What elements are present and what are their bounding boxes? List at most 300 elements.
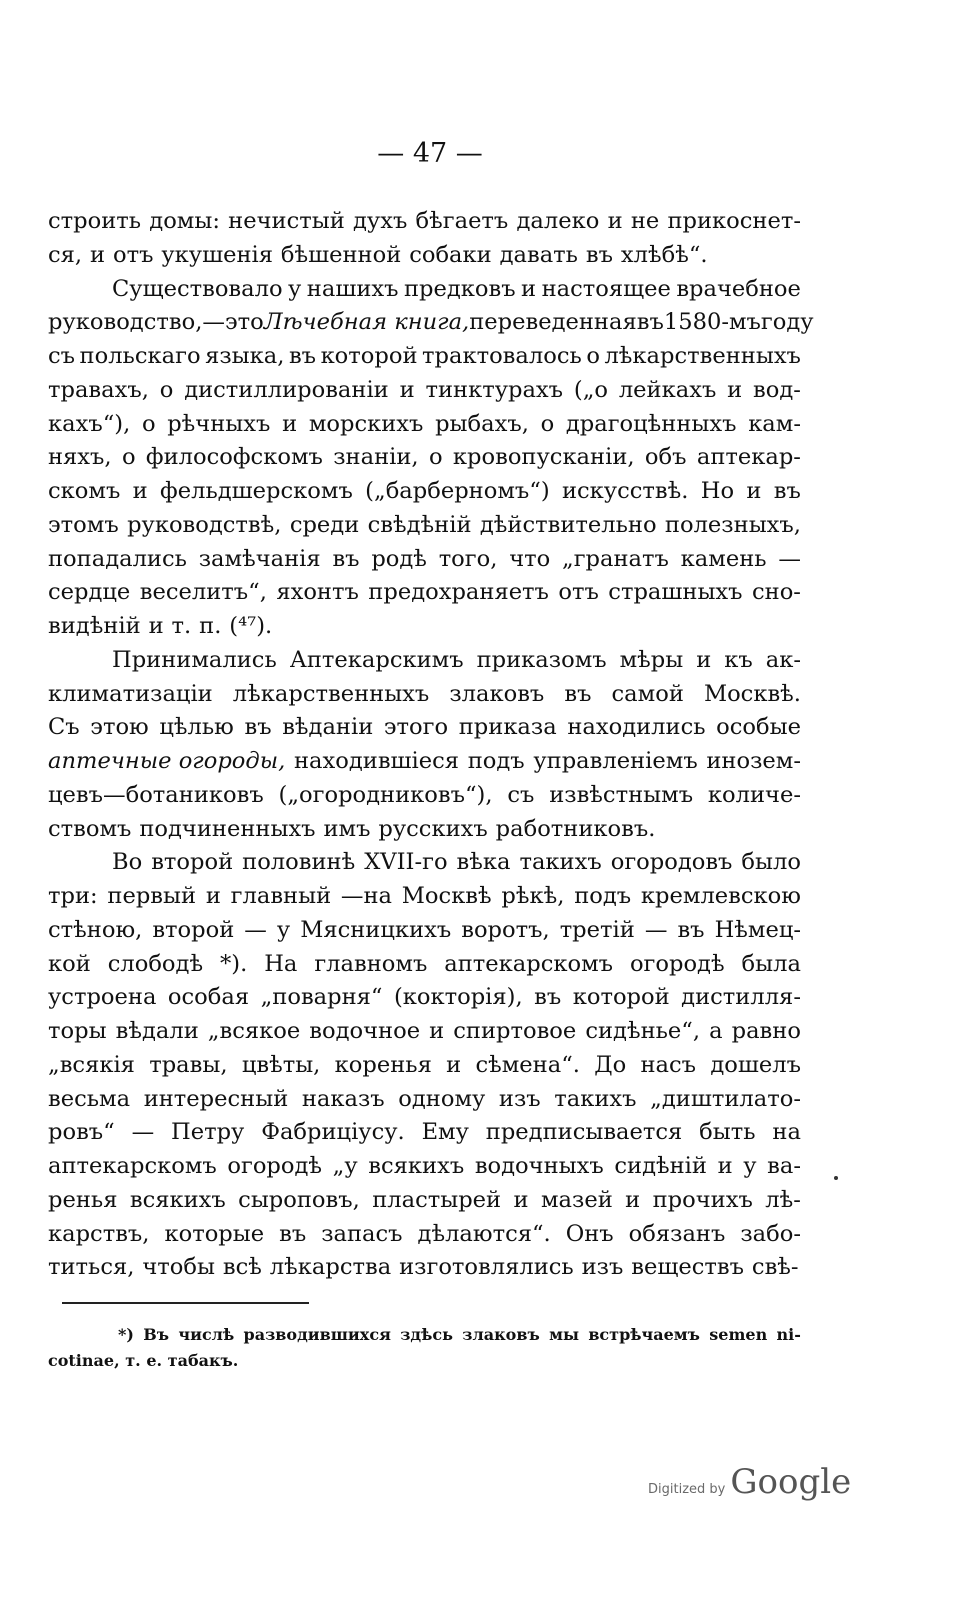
footnote-word: ni- — [776, 1325, 801, 1344]
body-text-word: ак- — [765, 646, 801, 673]
body-text-word: языка, — [205, 343, 285, 369]
body-text-word: въ — [585, 241, 613, 268]
body-text-word: камень — [680, 545, 767, 572]
body-text-word: въ — [279, 1220, 307, 1247]
body-text-word: ренья — [48, 1186, 118, 1213]
body-text-word: дистилля- — [681, 984, 801, 1011]
body-text-word: русскихъ — [378, 815, 488, 842]
body-text-word: которой — [572, 984, 670, 1011]
body-text-word: торы — [48, 1018, 107, 1044]
body-text-word: XVII-го — [364, 849, 448, 876]
body-text-word: въ — [677, 916, 705, 943]
body-text-word: и — [399, 376, 415, 403]
body-text-word: у — [743, 1153, 757, 1179]
body-text-word: нашихъ — [306, 275, 399, 302]
body-text-word: среди — [289, 511, 360, 538]
body-text-word: что — [509, 545, 551, 572]
footnote — [48, 1322, 801, 1374]
body-text-word: п. — [199, 613, 222, 639]
body-text-word: и — [717, 1153, 733, 1179]
body-text-word: имъ — [323, 815, 371, 842]
body-text-word: „всякія — [48, 1051, 135, 1078]
body-text-word: огородѣ — [227, 1153, 323, 1179]
body-text-word: морскихъ — [308, 410, 424, 437]
body-text-word: вѣка — [456, 849, 511, 876]
body-text-word: Москвѣ. — [703, 680, 801, 707]
body-text-word: т. — [171, 613, 192, 639]
footnote-word: числѣ — [178, 1325, 235, 1344]
body-text-word: и — [148, 613, 164, 639]
body-text-word: Нѣмец- — [714, 916, 801, 943]
body-text-word: сидѣнье“, — [585, 1018, 701, 1044]
body-text-word: была — [741, 950, 801, 977]
body-text-word: свѣ- — [751, 1254, 799, 1281]
body-text-line — [48, 239, 801, 273]
body-text-line — [48, 1049, 801, 1083]
body-text-line — [48, 408, 801, 442]
body-text-word: такихъ — [554, 1085, 637, 1112]
body-text-word: Принимались — [112, 646, 277, 673]
body-text-word: предохраняетъ — [368, 579, 549, 606]
body-text-word: кахъ“), — [48, 410, 131, 437]
body-text-line — [48, 475, 801, 509]
body-text-word: травы, — [149, 1051, 228, 1078]
footnote-word: *) — [118, 1325, 134, 1344]
body-text-word: всякихъ — [129, 1186, 226, 1213]
body-text-word: („о — [573, 376, 608, 403]
body-text-word: этомъ — [48, 511, 119, 538]
body-text-word: у — [288, 275, 302, 302]
body-text-word: управленіемъ — [533, 748, 698, 774]
body-text-word: Аптекарскимъ — [289, 646, 464, 673]
body-text-word: объ — [644, 444, 687, 471]
body-text-word: — — [778, 545, 801, 572]
body-text-line — [48, 1083, 801, 1117]
body-text-word: дѣлаются“. — [417, 1220, 551, 1247]
footnote-word: встрѣчаемъ — [588, 1325, 700, 1344]
body-text-word: польскаго — [79, 343, 201, 369]
body-text-word: пластырей — [372, 1186, 502, 1213]
body-text-word: которой — [320, 343, 418, 369]
body-text-line — [48, 1218, 801, 1252]
body-text-word: яхонтъ — [276, 579, 359, 606]
watermark-brand: Google — [730, 1462, 852, 1502]
body-text-word: Фабриціусу. — [261, 1119, 405, 1146]
body-text-word: наказъ — [301, 1085, 385, 1112]
body-text-word: „поварня“ — [260, 984, 383, 1011]
footnote-word: cotinae, — [48, 1351, 120, 1370]
body-text-line — [48, 914, 801, 948]
body-text-line — [48, 543, 801, 577]
body-text-word: вѣданіи — [282, 714, 374, 741]
body-text-word: На — [264, 950, 298, 977]
body-text-word: устроена — [48, 984, 157, 1011]
body-text-line — [48, 610, 801, 644]
body-text-word: аптечные огороды, — [48, 748, 286, 774]
body-text-line — [48, 205, 801, 239]
body-text-word: было — [741, 849, 801, 876]
body-text-line — [48, 340, 801, 374]
body-text-word: всѣ — [222, 1254, 262, 1281]
body-text-word: дѣйствительно — [479, 511, 657, 538]
body-text-word: аптекар- — [696, 444, 801, 471]
body-text-word: такихъ — [519, 849, 602, 876]
body-text-word: Но — [700, 478, 735, 504]
body-text-word: искусствѣ. — [561, 478, 689, 504]
body-text-word: не — [630, 208, 660, 234]
body-text-word: титься, — [48, 1254, 135, 1281]
body-text-word: воротъ, — [461, 916, 550, 943]
body-text-word: строить — [48, 208, 142, 234]
body-text-word: Лѣчебная книга, — [263, 309, 470, 336]
body-text-word: въ — [636, 309, 664, 336]
body-text-word: цевъ—ботаниковъ — [48, 781, 264, 808]
body-text-word: и — [607, 208, 623, 234]
body-text-word: всякихъ — [368, 1153, 465, 1179]
body-text-word: подчиненныхъ — [139, 815, 316, 842]
body-text-word: водочное — [309, 1018, 421, 1044]
body-text-word: и — [727, 376, 743, 403]
body-text-word: — — [131, 1119, 155, 1146]
body-text-word: Ему — [421, 1119, 469, 1146]
body-text-word: этою — [90, 714, 149, 741]
body-text-word: лейкахъ — [618, 376, 717, 403]
body-text-line — [48, 576, 801, 610]
body-text-word: третій — [559, 916, 635, 943]
body-text-word: (кокторія), — [393, 984, 523, 1011]
body-text-word: Мясницкихъ — [300, 916, 452, 943]
body-text-word: огородовъ — [610, 849, 733, 876]
body-text-word: половинѣ — [242, 849, 356, 876]
body-text-word: и — [205, 883, 221, 909]
body-text-word: изготовлялись — [399, 1254, 574, 1281]
body-text-line — [48, 745, 801, 779]
body-text-line — [48, 846, 801, 880]
body-text — [48, 205, 814, 1285]
body-text-word: запасъ — [321, 1220, 403, 1247]
body-text-word: количе- — [707, 781, 801, 808]
body-text-line — [48, 1015, 801, 1049]
body-text-word: приказа — [458, 714, 557, 741]
body-text-word: и — [446, 1051, 462, 1078]
body-text-word: злаковъ — [449, 680, 545, 707]
body-text-word: полезныхъ, — [664, 511, 801, 538]
body-text-line — [48, 779, 801, 813]
body-text-word: съ — [507, 781, 535, 808]
body-text-word: прикоснет- — [667, 208, 801, 234]
body-text-word: коренья — [334, 1051, 432, 1078]
body-text-word: и — [90, 241, 106, 268]
body-text-word: видѣній — [48, 613, 141, 639]
body-text-word: работниковъ. — [495, 815, 656, 842]
body-text-word: „диштилато- — [650, 1085, 801, 1112]
body-text-word: главный — [230, 883, 332, 909]
body-text-word: ровъ“ — [48, 1119, 115, 1146]
body-text-word: находившіеся — [293, 748, 460, 774]
body-text-word: находились — [567, 714, 706, 741]
body-text-word: отъ — [558, 579, 599, 606]
body-text-word: настоящее — [541, 275, 671, 302]
body-text-line — [48, 306, 814, 340]
body-text-word: въ — [534, 984, 562, 1011]
body-text-line — [48, 1116, 801, 1150]
footnote-line — [48, 1322, 801, 1348]
body-text-line — [48, 1184, 801, 1218]
body-text-word: подъ — [574, 883, 632, 909]
body-text-word: сно- — [751, 579, 801, 606]
page-number: — 47 — — [377, 138, 483, 169]
body-text-word: рѣчныхъ — [167, 410, 271, 437]
body-text-word: и — [513, 1186, 529, 1213]
body-text-word: инозем- — [706, 748, 801, 774]
body-text-word: о — [159, 376, 174, 403]
body-text-word: аптекарскомъ — [444, 950, 614, 977]
body-text-word: спиртовое — [453, 1018, 577, 1044]
body-text-word: предписывается — [485, 1119, 683, 1146]
body-text-word: тинктурахъ — [425, 376, 564, 403]
body-text-word: къ — [724, 646, 753, 673]
body-text-word: лѣкарственныхъ — [604, 343, 801, 369]
body-text-word: — — [644, 916, 668, 943]
body-text-word: „всякое — [207, 1018, 301, 1044]
body-text-word: 1580-мъ — [663, 309, 761, 336]
body-text-word: и — [282, 410, 298, 437]
body-text-word: —на — [340, 883, 393, 909]
body-text-word: и — [625, 1186, 641, 1213]
footnote-word: злаковъ — [462, 1325, 540, 1344]
body-text-word: у — [276, 916, 291, 943]
footnote-divider — [62, 1302, 309, 1304]
body-text-word: отъ — [112, 241, 154, 268]
body-text-word: ся, — [48, 241, 83, 268]
body-text-word: рыбахъ, — [435, 410, 529, 437]
body-text-word: карствъ, — [48, 1220, 150, 1247]
body-text-word: мѣры — [619, 646, 684, 673]
body-text-word: и — [132, 478, 148, 504]
body-text-word: самой — [611, 680, 684, 707]
body-text-word: нечистый — [228, 208, 345, 234]
body-text-word: бѣгаетъ — [415, 208, 509, 234]
footnote-word: мы — [549, 1325, 579, 1344]
body-text-word: Петру — [171, 1119, 245, 1146]
body-text-word: кровопусканіи, — [452, 444, 635, 471]
body-text-word: лѣ- — [765, 1186, 801, 1213]
footnote-word: табакъ. — [167, 1351, 239, 1370]
body-text-word: сыроповъ, — [238, 1186, 360, 1213]
body-text-word: руководствѣ, — [127, 511, 282, 538]
body-text-word: слободѣ — [107, 950, 204, 977]
body-text-line — [48, 981, 801, 1015]
footnote-word: semen — [709, 1325, 768, 1344]
body-text-word: насъ — [640, 1051, 697, 1078]
body-text-word: Во — [112, 849, 143, 876]
body-text-word: вѣдали — [115, 1018, 199, 1044]
body-text-word: До — [594, 1051, 627, 1078]
body-text-word: дошелъ — [710, 1051, 801, 1078]
body-text-word: руководство,—это — [48, 309, 264, 336]
body-text-word: кам- — [748, 410, 801, 437]
body-text-word: второй — [152, 916, 235, 943]
body-text-line — [48, 678, 801, 712]
body-text-word: давать — [499, 241, 578, 268]
body-text-word: огородѣ — [629, 950, 725, 977]
body-text-word: драгоцѣнныхъ — [565, 410, 737, 437]
body-text-word: водочныхъ — [474, 1153, 604, 1179]
body-text-word: Съ — [48, 714, 80, 741]
body-text-word: няхъ, — [48, 444, 112, 471]
body-text-word: въ — [288, 343, 317, 369]
body-text-word: собаки — [409, 241, 492, 268]
footnote-word: разводившихся — [243, 1325, 391, 1344]
body-text-word: травахъ, — [48, 376, 149, 403]
body-text-word: веществъ — [631, 1254, 745, 1281]
body-text-line — [48, 1150, 801, 1184]
body-text-word: укушенія — [161, 241, 273, 268]
body-text-word: первый — [107, 883, 197, 909]
body-text-word: въ — [244, 714, 272, 741]
body-text-word: попадались — [48, 545, 187, 572]
body-text-word: („огородниковъ“), — [278, 781, 493, 808]
body-text-word: о — [428, 444, 443, 471]
body-text-word: главномъ — [314, 950, 428, 977]
body-text-word: и — [521, 275, 537, 302]
body-text-word: ствомъ — [48, 815, 132, 842]
body-text-word: кремлевскою — [640, 883, 801, 909]
body-text-word: и — [696, 646, 712, 673]
body-text-word: хлѣбѣ“. — [620, 241, 708, 268]
body-text-word: которые — [164, 1220, 265, 1247]
body-text-word: о — [586, 343, 600, 369]
body-text-word: лѣкарственныхъ — [232, 680, 430, 707]
body-text-word: страшныхъ — [608, 579, 743, 606]
body-text-line — [48, 509, 801, 543]
body-text-word: веселитъ“, — [139, 579, 267, 606]
body-text-word: лѣкарства — [269, 1254, 392, 1281]
body-text-word: особые — [716, 714, 801, 741]
body-text-word: въ — [332, 545, 360, 572]
body-text-word: ва- — [767, 1153, 801, 1179]
body-text-word: вод- — [753, 376, 801, 403]
body-text-word: второй — [151, 849, 234, 876]
body-text-word: — — [244, 916, 267, 943]
body-text-word: извѣстнымъ — [549, 781, 694, 808]
body-text-word: стѣною, — [48, 916, 143, 943]
body-text-word: духъ — [353, 208, 408, 234]
scan-speck — [834, 1176, 838, 1180]
body-text-word: кой — [48, 950, 91, 977]
body-text-word: Москвѣ — [401, 883, 492, 909]
footnote-word: т. — [125, 1351, 141, 1370]
body-text-word: изъ — [581, 1254, 624, 1281]
body-text-line — [48, 441, 801, 475]
footnote-line — [48, 1348, 801, 1374]
body-text-word: мазей — [540, 1186, 613, 1213]
body-text-word: прочихъ — [652, 1186, 753, 1213]
body-text-word: сѣмена“. — [475, 1051, 580, 1078]
body-text-word: скомъ — [48, 478, 121, 504]
body-text-word: и — [429, 1018, 445, 1044]
body-text-word: интересный — [143, 1085, 289, 1112]
body-text-word: три: — [48, 883, 98, 909]
body-text-word: обязанъ — [628, 1220, 726, 1247]
body-text-word: на — [772, 1119, 801, 1146]
body-text-word: „гранатъ — [562, 545, 669, 572]
body-text-word: философскомъ — [145, 444, 323, 471]
body-text-word: свѣдѣній — [367, 511, 472, 538]
body-text-word: о — [121, 444, 136, 471]
body-text-word: чтобы — [142, 1254, 215, 1281]
body-text-word: трактовалось — [422, 343, 582, 369]
body-text-word: сердце — [48, 579, 131, 606]
body-text-line — [48, 813, 801, 847]
body-text-word: въ — [564, 680, 592, 707]
body-text-word: весьма — [48, 1085, 131, 1112]
body-text-line — [48, 711, 801, 745]
body-text-word: и — [746, 478, 762, 504]
body-text-word: этого — [383, 714, 449, 741]
body-text-word: врачебное — [676, 275, 801, 302]
body-text-line — [48, 374, 801, 408]
body-text-word: о — [540, 410, 555, 437]
body-text-line — [48, 880, 801, 914]
body-text-word: аптекарскомъ — [48, 1153, 217, 1179]
body-text-word: забо- — [740, 1220, 801, 1247]
body-text-word: съ — [48, 343, 76, 369]
body-text-word: переведенная — [469, 309, 637, 336]
body-text-word: родѣ — [371, 545, 427, 572]
body-text-word: фельдшерскомъ — [160, 478, 353, 504]
body-text-word: домы: — [149, 208, 220, 234]
digitization-watermark — [648, 1462, 851, 1502]
footnote-word: Въ — [143, 1325, 170, 1344]
body-text-word: („барберномъ“) — [365, 478, 550, 504]
body-text-word: подъ — [467, 748, 525, 774]
body-text-word: одному — [398, 1085, 486, 1112]
body-text-word: „у — [332, 1153, 358, 1179]
body-text-word: въ — [773, 478, 801, 504]
body-text-word: Существовало — [112, 275, 283, 302]
body-text-word: приказомъ — [476, 646, 607, 673]
body-text-word: замѣчанія — [198, 545, 321, 572]
body-text-word: Онъ — [565, 1220, 614, 1247]
body-text-word: году — [760, 309, 814, 336]
body-text-word: а — [709, 1018, 723, 1044]
body-text-word: предковъ — [403, 275, 516, 302]
body-text-line — [48, 273, 801, 307]
body-text-word: бѣшенной — [280, 241, 402, 268]
body-text-word: изъ — [498, 1085, 541, 1112]
body-text-word: рѣкѣ, — [501, 883, 565, 909]
body-text-word: особая — [167, 984, 250, 1011]
body-text-word: быть — [699, 1119, 756, 1146]
body-text-word: о — [141, 410, 156, 437]
body-text-word: знаніи, — [333, 444, 419, 471]
body-text-word: сидѣній — [614, 1153, 707, 1179]
footnote-word: е. — [146, 1351, 163, 1370]
body-text-line — [48, 948, 801, 982]
body-text-line — [48, 644, 801, 678]
body-text-word: далеко — [516, 208, 600, 234]
body-text-word: *). — [220, 950, 248, 977]
body-text-word: дистиллированіи — [184, 376, 389, 403]
body-text-word: того, — [438, 545, 498, 572]
body-text-word: цѣлью — [159, 714, 234, 741]
body-text-word: климатизаціи — [48, 680, 213, 707]
watermark-label: Digitized by — [648, 1482, 726, 1497]
body-text-word: (⁴⁷). — [229, 613, 273, 639]
body-text-line — [48, 1251, 801, 1285]
body-text-word: равно — [731, 1018, 801, 1044]
